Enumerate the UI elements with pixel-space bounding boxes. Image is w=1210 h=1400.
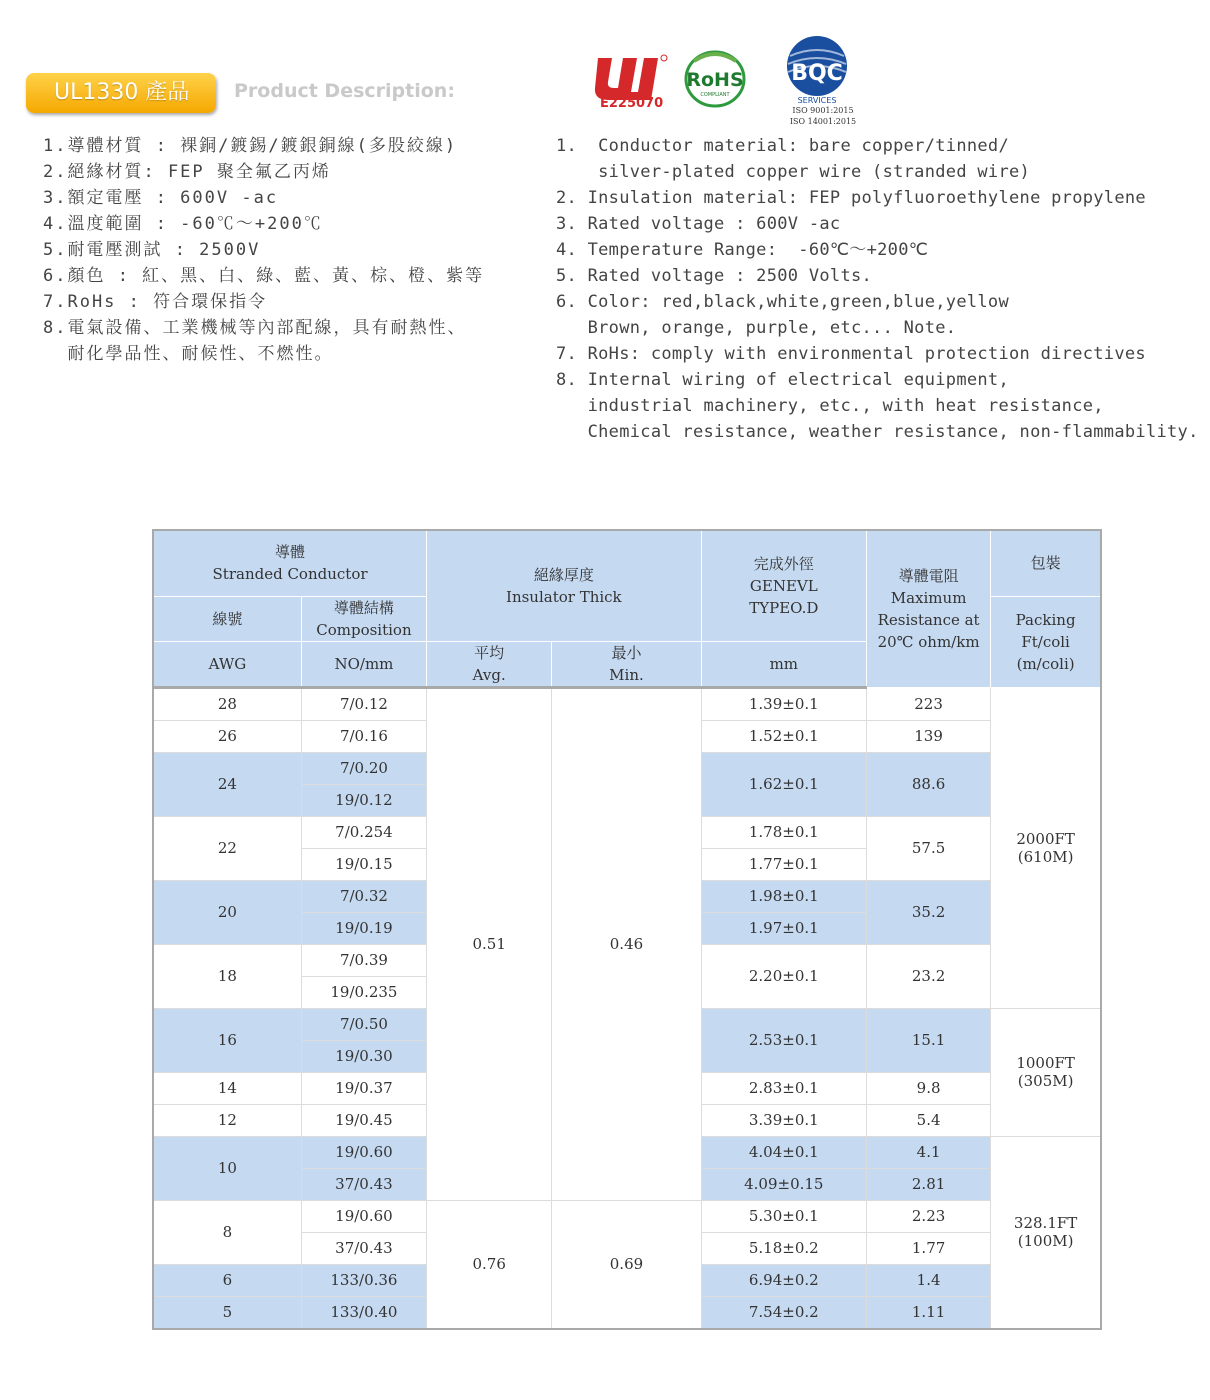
header-composition (301, 596, 426, 641)
header-resistance (866, 530, 990, 687)
iso-certifications (788, 105, 858, 127)
desc-en-line: Brown, orange, purple, etc... Note. (556, 318, 957, 338)
desc-zh-line: 3.額定電壓 : 600V -ac (43, 188, 279, 208)
cell-resistance: 57.5 (866, 816, 990, 880)
table-row (153, 687, 1101, 720)
cell-resistance: 1.77 (866, 1232, 990, 1264)
cell-od: 1.77±0.1 (701, 848, 866, 880)
cell-resistance: 5.4 (866, 1104, 990, 1136)
header-packing-en (991, 596, 1101, 687)
description-chinese (43, 133, 484, 367)
rohs-logo-icon (684, 49, 746, 109)
product-description-heading: Product Description: (234, 80, 455, 102)
cell-resistance: 23.2 (866, 944, 990, 1008)
header-od-unit: mm (701, 641, 866, 687)
desc-en-line: 4. Temperature Range: -60℃～+200℃ (556, 240, 929, 260)
cell-awg: 10 (153, 1136, 301, 1200)
cell-resistance: 2.81 (866, 1168, 990, 1200)
header-res-en2: Resistance at (877, 610, 980, 629)
cell-awg: 6 (153, 1264, 301, 1296)
header-conductor-zh: 導體 (275, 543, 306, 562)
cell-min-thickness: 0.69 (552, 1200, 701, 1329)
header-avg (427, 641, 552, 687)
cell-composition: 19/0.12 (301, 784, 426, 816)
header-pack-en1: Packing (1015, 610, 1076, 629)
cell-od: 2.83±0.1 (701, 1072, 866, 1104)
cell-composition: 19/0.15 (301, 848, 426, 880)
desc-en-line: 5. Rated voltage : 2500 Volts. (556, 266, 873, 286)
header-od-zh: 完成外徑 (753, 554, 814, 573)
description-english (556, 133, 1199, 445)
cell-packing (991, 687, 1101, 1008)
cell-composition: 133/0.36 (301, 1264, 426, 1296)
cell-awg: 26 (153, 720, 301, 752)
cell-od: 1.98±0.1 (701, 880, 866, 912)
desc-en-line: 2. Insulation material: FEP polyfluoroethylene propylene (556, 188, 1146, 208)
header-comp-en: Composition (316, 620, 412, 639)
cell-od: 2.20±0.1 (701, 944, 866, 1008)
svg-text:RoHS: RoHS (686, 69, 744, 91)
desc-en-line: 8. Internal wiring of electrical equipment, (556, 370, 1009, 390)
bqc-logo-icon (782, 36, 852, 106)
cell-composition: 7/0.50 (301, 1008, 426, 1040)
cell-od: 6.94±0.2 (701, 1264, 866, 1296)
table-body (153, 687, 1101, 1329)
cell-composition: 19/0.235 (301, 976, 426, 1008)
cell-composition: 19/0.19 (301, 912, 426, 944)
spec-table (152, 529, 1102, 1330)
desc-en-line: 3. Rated voltage : 600V -ac (556, 214, 841, 234)
cell-min-thickness: 0.46 (552, 687, 701, 1200)
cell-composition: 7/0.39 (301, 944, 426, 976)
cell-od: 2.53±0.1 (701, 1008, 866, 1072)
cell-composition: 7/0.32 (301, 880, 426, 912)
cell-awg: 22 (153, 816, 301, 880)
cell-composition: 37/0.43 (301, 1168, 426, 1200)
cell-composition: 37/0.43 (301, 1232, 426, 1264)
desc-zh-line: 8.電氣設備、工業機械等內部配線，具有耐熱性、 (43, 318, 467, 338)
cell-od: 5.18±0.2 (701, 1232, 866, 1264)
header-packing-zh: 包裝 (991, 530, 1101, 596)
cell-composition: 19/0.60 (301, 1136, 426, 1168)
cell-od: 1.52±0.1 (701, 720, 866, 752)
header-awg: AWG (153, 641, 301, 687)
cell-composition: 7/0.16 (301, 720, 426, 752)
product-badge: UL1330 產品 (26, 73, 216, 113)
cell-composition: 19/0.37 (301, 1072, 426, 1104)
cell-composition: 19/0.30 (301, 1040, 426, 1072)
packing-m: (100M) (1017, 1232, 1074, 1250)
cell-avg-thickness: 0.51 (427, 687, 552, 1200)
desc-en-line: 7. RoHs: comply with environmental protection directives (556, 344, 1146, 364)
packing-ft: 328.1FT (1013, 1214, 1078, 1232)
desc-en-line: silver-plated copper wire (stranded wire) (556, 162, 1031, 182)
header-gauge: 線號 (153, 596, 301, 641)
desc-zh-line: 6.顏色 : 紅、黑、白、綠、藍、黃、棕、橙、紫等 (43, 266, 485, 286)
svg-text:BQC: BQC (791, 61, 843, 86)
desc-en-line: 1. Conductor material: bare copper/tinned/ (556, 136, 1009, 156)
header-conductor (153, 530, 427, 596)
desc-zh-line: 4.溫度範圍 : -60℃～+200℃ (43, 214, 323, 234)
cell-composition: 133/0.40 (301, 1296, 426, 1329)
cell-od: 1.97±0.1 (701, 912, 866, 944)
header-od-en1: GENEVL (749, 576, 818, 595)
cell-packing (991, 1008, 1101, 1136)
desc-zh-line: 7.RoHs : 符合環保指令 (43, 292, 268, 312)
header-res-en1: Maximum (890, 588, 967, 607)
desc-en-line: Chemical resistance, weather resistance, non-flammability. (556, 422, 1199, 442)
cell-composition: 7/0.12 (301, 687, 426, 720)
cell-awg: 14 (153, 1072, 301, 1104)
iso-14001: ISO 14001:2015 (789, 117, 857, 126)
header-od-en2: TYPEO.D (749, 598, 819, 617)
cell-resistance: 1.4 (866, 1264, 990, 1296)
desc-en-line: industrial machinery, etc., with heat resistance, (556, 396, 1104, 416)
cell-awg: 28 (153, 687, 301, 720)
cell-resistance: 15.1 (866, 1008, 990, 1072)
ul-file-number: E225070 (600, 96, 664, 111)
header-insulation (427, 530, 702, 641)
cell-composition: 7/0.254 (301, 816, 426, 848)
header-pack-en2: Ft/coli (1021, 632, 1070, 651)
desc-zh-line: 5.耐電壓測試 : 2500V (43, 240, 261, 260)
header-conductor-en: Stranded Conductor (212, 565, 368, 584)
header-avg-en: Avg. (472, 665, 506, 684)
header-res-en3: 20℃ ohm/km (877, 632, 980, 651)
header-res-zh: 導體電阻 (898, 566, 959, 585)
cell-od: 1.39±0.1 (701, 687, 866, 720)
cell-packing (991, 1136, 1101, 1329)
cell-od: 4.09±0.15 (701, 1168, 866, 1200)
cell-composition: 7/0.20 (301, 752, 426, 784)
header-comp-zh: 導體結構 (333, 598, 394, 617)
packing-ft: 1000FT (1016, 1054, 1075, 1072)
cell-awg: 12 (153, 1104, 301, 1136)
cell-od: 5.30±0.1 (701, 1200, 866, 1232)
desc-en-line: 6. Color: red,black,white,green,blue,yellow (556, 292, 1009, 312)
cell-awg: 5 (153, 1296, 301, 1329)
cell-awg: 16 (153, 1008, 301, 1072)
cell-od: 3.39±0.1 (701, 1104, 866, 1136)
header-insulation-zh: 絕緣厚度 (533, 565, 594, 584)
cell-resistance: 139 (866, 720, 990, 752)
cell-awg: 24 (153, 752, 301, 816)
packing-ft: 2000FT (1016, 829, 1075, 848)
cell-avg-thickness: 0.76 (427, 1200, 552, 1329)
desc-zh-line: 耐化學品性、耐候性、不燃性。 (43, 344, 334, 364)
table-row (153, 1200, 1101, 1232)
cell-resistance: 4.1 (866, 1136, 990, 1168)
cell-resistance: 88.6 (866, 752, 990, 816)
header-avg-zh: 平均 (474, 643, 505, 662)
cell-resistance: 223 (866, 687, 990, 720)
desc-zh-line: 1.導體材質 : 裸銅/鍍錫/鍍銀銅線(多股絞線) (43, 136, 458, 156)
cell-resistance: 2.23 (866, 1200, 990, 1232)
iso-9001: ISO 9001:2015 (792, 106, 854, 115)
cell-awg: 8 (153, 1200, 301, 1264)
cell-awg: 18 (153, 944, 301, 1008)
cell-resistance: 1.11 (866, 1296, 990, 1329)
cell-awg: 20 (153, 880, 301, 944)
cell-composition: 19/0.60 (301, 1200, 426, 1232)
header-pack-en3: (m/coli) (1016, 654, 1075, 673)
header-nomm: NO/mm (301, 641, 426, 687)
header-min (552, 641, 701, 687)
cell-od: 4.04±0.1 (701, 1136, 866, 1168)
packing-m: (305M) (1017, 1072, 1074, 1090)
cell-resistance: 35.2 (866, 880, 990, 944)
header-insulation-en: Insulator Thick (506, 587, 622, 606)
cell-resistance: 9.8 (866, 1072, 990, 1104)
cell-od: 1.78±0.1 (701, 816, 866, 848)
header-min-en: Min. (609, 665, 644, 684)
cell-od: 1.62±0.1 (701, 752, 866, 816)
cell-od: 7.54±0.2 (701, 1296, 866, 1329)
cell-composition: 19/0.45 (301, 1104, 426, 1136)
table-header (153, 530, 1101, 687)
desc-zh-line: 2.絕緣材質: FEP 聚全氟乙丙烯 (43, 162, 331, 182)
header-min-zh: 最小 (611, 643, 642, 662)
packing-m: (610M) (1017, 847, 1074, 866)
svg-text:SERVICES: SERVICES (797, 96, 837, 105)
header-outer-diameter (701, 530, 866, 641)
svg-text:COMPLIANT: COMPLIANT (700, 92, 730, 98)
